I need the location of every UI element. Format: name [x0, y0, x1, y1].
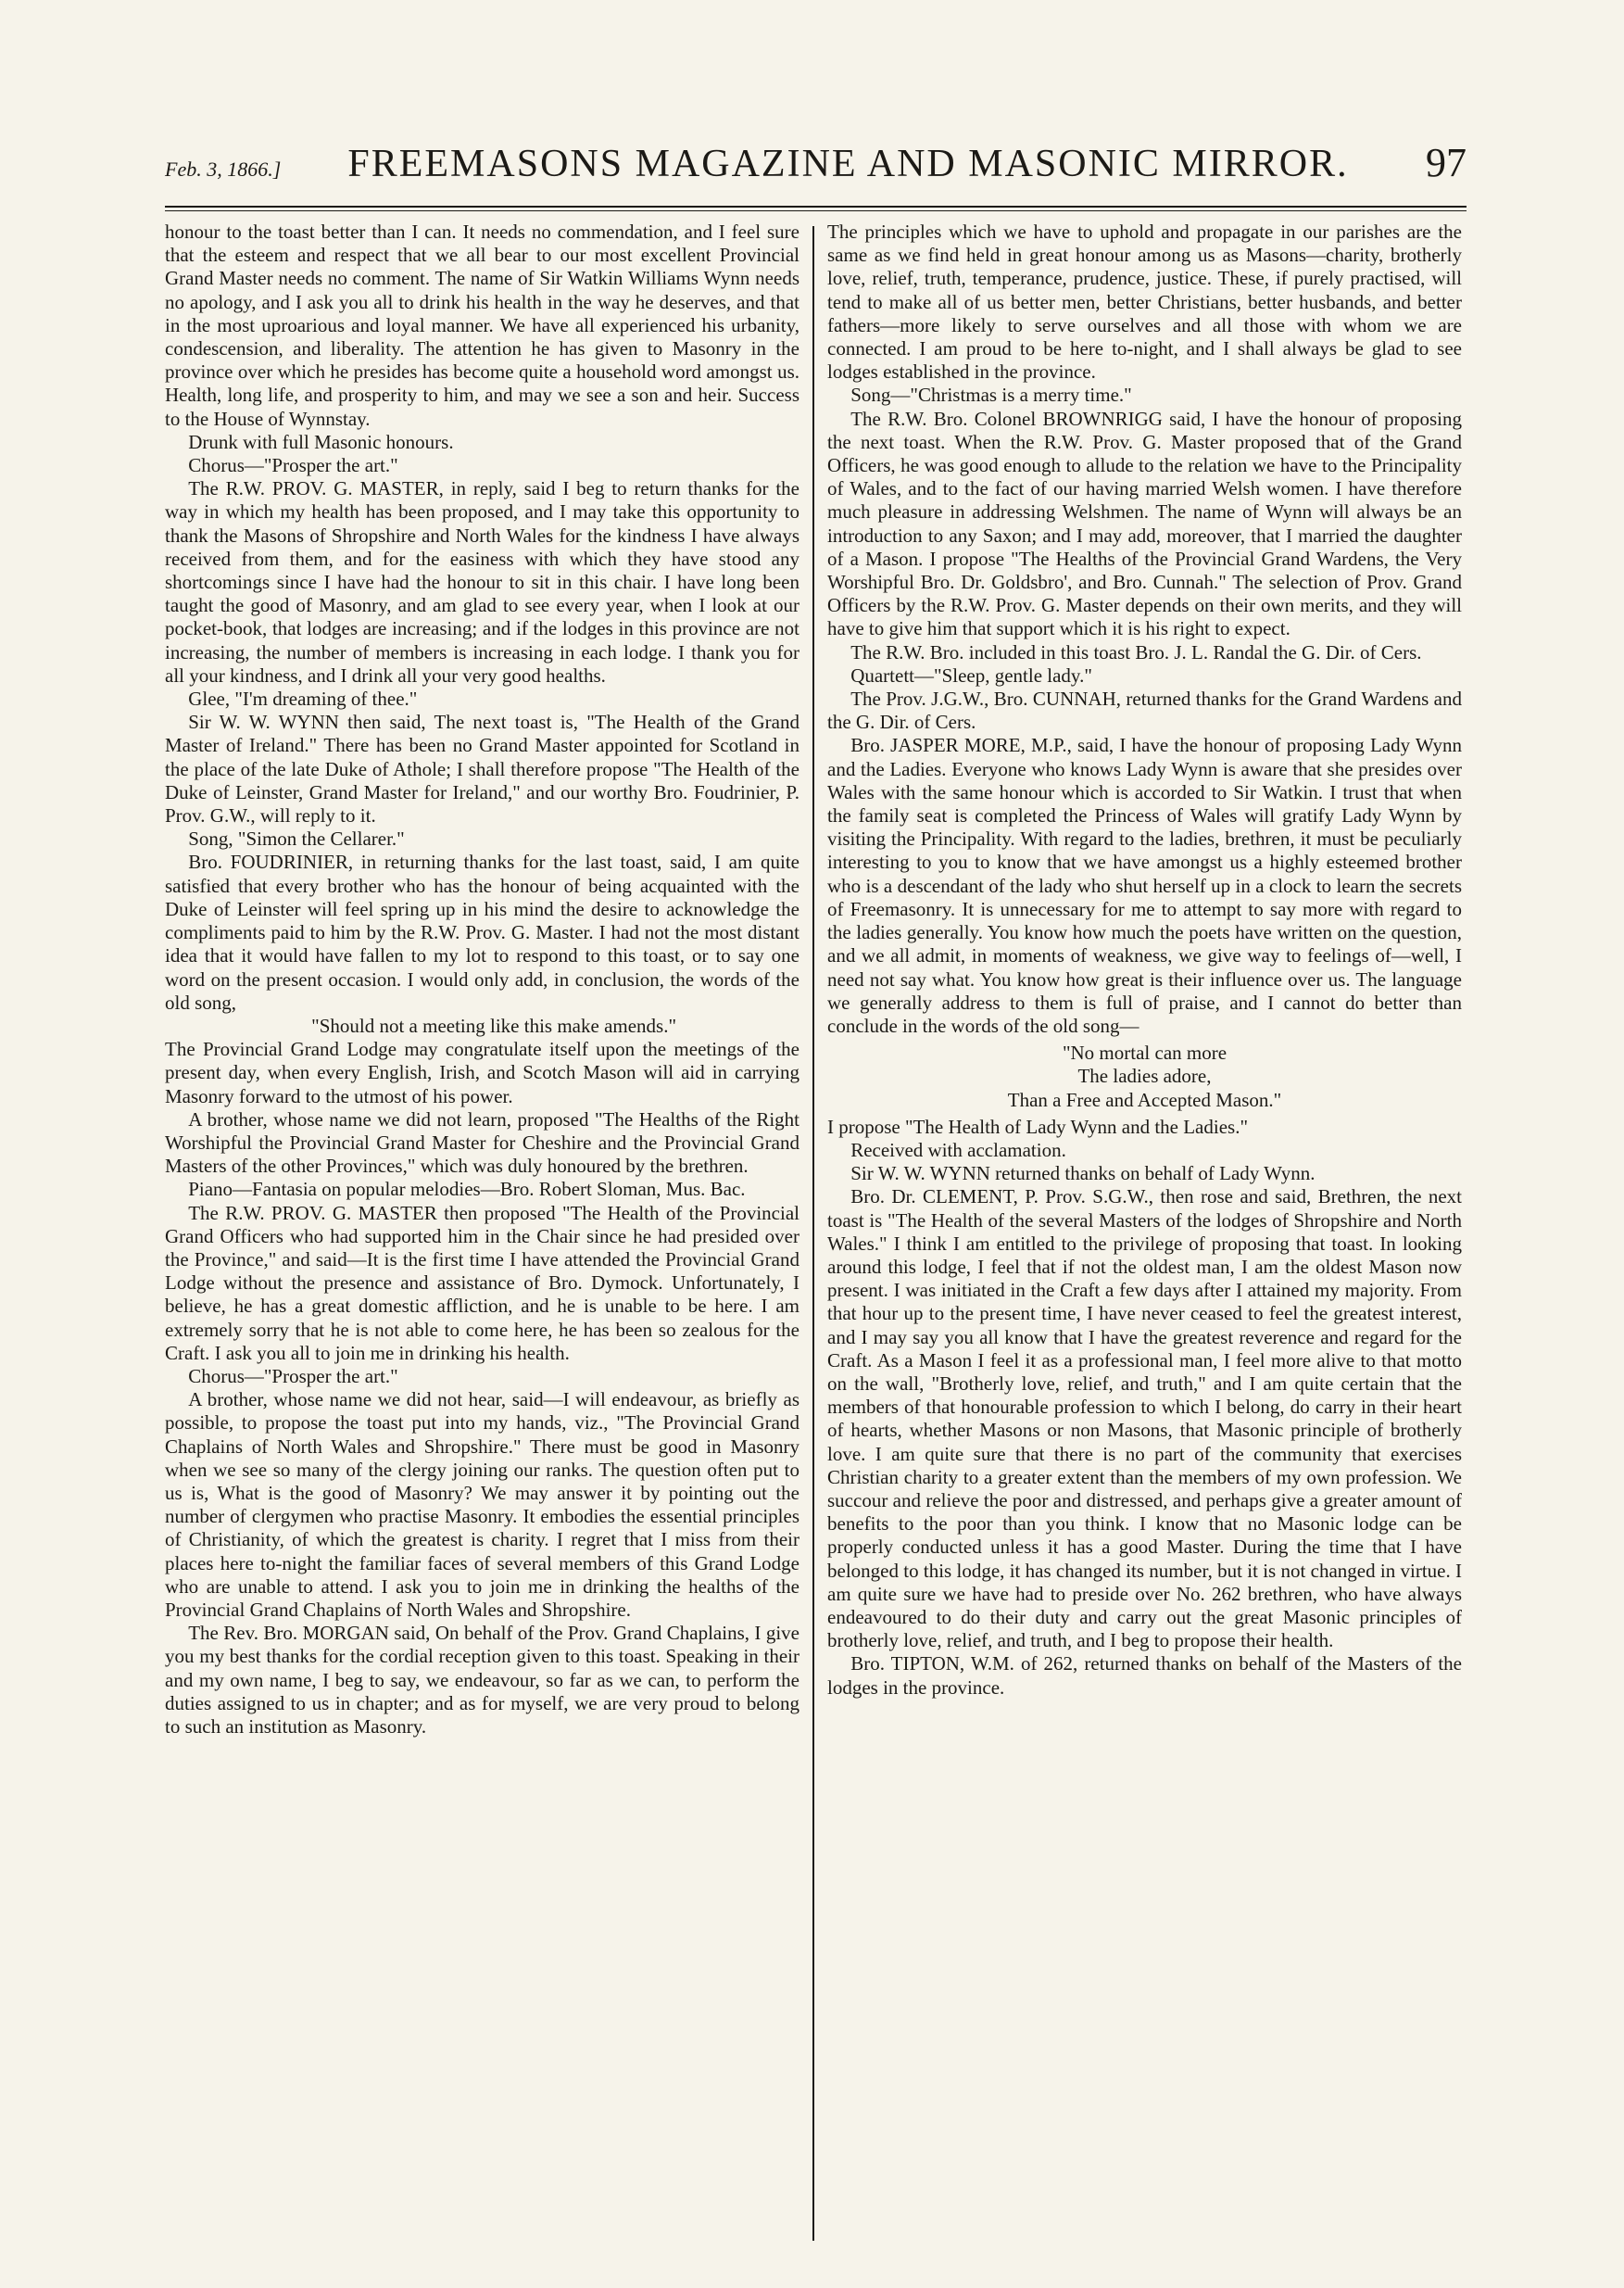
paragraph: I propose "The Health of Lady Wynn and the Ladies." — [827, 1115, 1249, 1138]
paragraph: The Rev. Bro. MORGAN said, On behalf of the Prov. Grand Chaplains, I give you my best thanks for the cordial reception given to this toast. Speaking in their and my own name, I beg to say, we endeavour, so far as we can, to perform the duties assigned to us in chapter; and as for myself, we are very proud to belong to such an institution as Masonry. — [165, 1622, 799, 1738]
paragraph: Sir W. W. WYNN returned thanks on behalf of Lady Wynn. — [850, 1162, 1316, 1185]
paragraph: Glee, "I'm dreaming of thee." — [188, 688, 418, 711]
song-verse — [827, 1042, 1462, 1112]
paragraph: Bro. FOUDRINIER, in returning thanks for the last toast, said, I am quite satisfied that every brother who has the honour of being acquainted with the Duke of Leinster will feel spring up in his mind the desire to acknowledge the compliments paid to him by the R.W. Prov. G. Master. I had not the most distant idea that it would have fallen to my lot to respond to this toast, or to say one word on the present occasion. I would only add, in conclusion, the words of the old song, — [165, 851, 799, 1014]
paragraph: Song—"Christmas is a merry time." — [850, 384, 1132, 407]
paragraph: The Provincial Grand Lodge may congratulate itself upon the meetings of the present day, when every English, Irish, and Scotch Mason will aid in carrying Masonry forward to the utmost of his power. — [165, 1038, 799, 1107]
paragraph: Chorus—"Prosper the art." — [188, 454, 398, 477]
paragraph: A brother, whose name we did not hear, said—I will endeavour, as briefly as possible, to propose the toast put into my hands, viz., "The Provincial Grand Chaplains of North Wales and Shropshire." There must be good in Masonry when we see so many of the clergy joining our ranks. The question often put to us is, What is the good of Masonry? We may answer it by pointing out the number of clergymen who practise Masonry. It embodies the essential principles of Christianity, of which the greatest is charity. I regret that I miss from their places here to-night the familiar faces of several members of this Grand Lodge who are unable to attend. I ask you to join me in drinking the healths of the Provincial Grand Chaplains of North Wales and Shropshire. — [165, 1388, 799, 1621]
paragraph: honour to the toast better than I can. It needs no commendation, and I feel sure that the esteem and respect that we all bear to our most excellent Provincial Grand Master needs no comment. The name of Sir Watkin Williams Wynn needs no apology, and I ask you all to drink his health in the way he deserves, and that in the most uproarious and loyal manner. We have all experienced his urbanity, condescension, and liberality. The attention he has given to Masonry in the province over which he presides has become quite a household word amongst us. Health, long life, and prosperity to him, and may we see a son and heir. Success to the House of Wynnstay. — [165, 221, 799, 430]
paragraph: Sir W. W. WYNN then said, The next toast is, "The Health of the Grand Master of Ireland." There has been no Grand Master appointed for Scotland in the place of the late Duke of Athole; I shall therefore propose "The Health of the Duke of Leinster, Grand Master for Ireland," and our worthy Bro. Foudrinier, P. Prov. G.W., will reply to it. — [165, 711, 799, 828]
paragraph: Bro. JASPER MORE, M.P., said, I have the honour of proposing Lady Wynn and the Ladies. Everyone who knows Lady Wynn is aware that she presides over Wales with the same honour which is accorded to Sir Watkin. I trust that when the family seat is completed the Princess of Wales will gratify Lady Wynn by visiting the Principality. With regard to the ladies, brethren, it must be peculiarly interesting to you to know that we have amongst us a highly esteemed brother who is a descendant of the lady who shut herself up in a clock to learn the secrets of Freemasonry. It is unnecessary for me to attempt to say more with regard to the ladies generally. You know how much the poets have written on the question, and we all admit, in moments of weakness, we give way to feelings of—well, I need not say what. You know how great is their influence over us. The language we generally address to them is full of praise, and I cannot do better than conclude in the words of the old song— — [827, 734, 1462, 1037]
verse-line: "No mortal can more — [1062, 1042, 1227, 1065]
page-header — [165, 139, 1467, 193]
paragraph: The R.W. Bro. included in this toast Bro. J. L. Randal the G. Dir. of Cers. — [850, 640, 1422, 664]
paragraph: The R.W. Bro. Colonel BROWNRIGG said, I have the honour of proposing the next toast. When the R.W. Prov. G. Master proposed that of the Grand Officers, he was good enough to allude to the relation we have to the Principality of Wales, and to the fact of our having married Welsh women. I have therefore much pleasure in addressing Welshmen. The name of Wynn will always be an introduction to any Saxon; and I may add, moreover, that I married the daughter of a Mason. I propose "The Healths of the Provincial Grand Wardens, the Very Worshipful Bro. Dr. Goldsbro', and Bro. Cunnah." The selection of Prov. Grand Officers by the R.W. Prov. G. Master depends on their own merits, and they will have to give him that support which it is his right to expect. — [827, 407, 1462, 640]
paragraph: Piano—Fantasia on popular melodies—Bro. Robert Sloman, Mus. Bac. — [188, 1178, 746, 1201]
paragraph: Quartett—"Sleep, gentle lady." — [850, 664, 1092, 687]
quoted-line: "Should not a meeting like this make amends." — [311, 1014, 677, 1037]
paragraph: Song, "Simon the Cellarer." — [188, 828, 405, 851]
paragraph: Drunk with full Masonic honours. — [188, 430, 454, 453]
page-number: 97 — [1426, 140, 1467, 185]
verse-line: The ladies adore, — [1077, 1065, 1212, 1088]
masthead-title: FREEMASONS MAGAZINE AND MASONIC MIRROR. — [347, 143, 1349, 185]
issue-date: Feb. 3, 1866.] — [165, 158, 282, 181]
paragraph: Chorus—"Prosper the art." — [188, 1364, 398, 1387]
paragraph: The principles which we have to uphold and propagate in our parishes are the same as we find held in great honour among us as Masons—charity, brotherly love, relief, truth, temperance, prudence, justice. These, if purely practised, will tend to make all of us better men, better Christians, better husbands, and better fathers—more likely to serve ourselves and all those with whom we are connected. I am proud to be here to-night, and I shall always be glad to see lodges established in the province. — [827, 221, 1462, 384]
header-rule — [165, 206, 1467, 211]
paragraph: The R.W. PROV. G. MASTER, in reply, said I beg to return thanks for the way in which my health has been proposed, and I may take this opportunity to thank the Masons of Shropshire and North Wales for the kindness I have always received from them, and for the easiness with which they have stood any shortcomings since I have had the honour to sit in this chair. I have long been taught the good of Masonry, and am glad to see every year, when I look at our pocket-book, that lodges are increasing; and if the lodges in this province are not increasing, the number of members is increasing in each lodge. I thank you for all your kindness, and I drink all your very good healths. — [165, 477, 799, 687]
paragraph: Received with acclamation. — [850, 1138, 1066, 1161]
left-column — [165, 221, 812, 2241]
right-column — [814, 221, 1462, 2241]
paragraph: Bro. Dr. CLEMENT, P. Prov. S.G.W., then rose and said, Brethren, the next toast is "The Health of the several Masters of the lodges of Shropshire and North Wales." I think I am entitled to the privilege of proposing that toast. In looking around this lodge, I feel that if not the oldest man, I am the oldest Mason now present. I was initiated in the Craft a few days after I attained my majority. From that hour up to the present time, I have never ceased to feel the greatest interest, and I may say you all know that I have the greatest reverence and regard for the Craft. As a Mason I feel it as a professional man, I feel more alive to that motto on the wall, "Brotherly love, relief, and truth," and I am quite certain that the members of that honourable profession to which I belong, do carry in their heart of hearts, whether Masons or non Masons, that Masonic principle of brotherly love. I am quite sure that there is no part of the community that exercises Christian charity to a greater extent than the members of my own profession. We succour and relieve the poor and distressed, and perhaps give a greater amount of benefits to the poor than you think. I know that no Masonic lodge can be properly conducted unless it has a good Master. During the time that I have belonged to this lodge, it has changed its number, but it is not changed in virtue. I am quite sure we have had to preside over No. 262 brethren, who have always endeavoured to do their duty and carry out the great Masonic principles of brotherly love, relief, and truth, and I beg to propose their health. — [827, 1185, 1462, 1652]
paragraph: The R.W. PROV. G. MASTER then proposed "The Health of the Provincial Grand Officers who had supported him in the Chair since he had presided over the Province," and said—It is the first time I have attended the Provincial Grand Lodge without the presence and assistance of Bro. Dymock. Unfortunately, I believe, he has a great domestic affliction, and he is unable to be here. I am extremely sorry that he is not able to come here, he has been so zealous for the Craft. I ask you all to join me in drinking his health. — [165, 1201, 799, 1364]
verse-line: Than a Free and Accepted Mason." — [1007, 1088, 1282, 1111]
paragraph: The Prov. J.G.W., Bro. CUNNAH, returned thanks for the Grand Wardens and the G. Dir. of Cers. — [827, 688, 1462, 734]
article-columns — [165, 221, 1467, 2241]
paragraph: Bro. TIPTON, W.M. of 262, returned thanks on behalf of the Masters of the lodges in the province. — [827, 1652, 1462, 1699]
paragraph: A brother, whose name we did not learn, proposed "The Healths of the Right Worshipful the Provincial Grand Master for Cheshire and the Provincial Grand Masters of the other Provinces," which was duly honoured by the brethren. — [165, 1107, 799, 1178]
